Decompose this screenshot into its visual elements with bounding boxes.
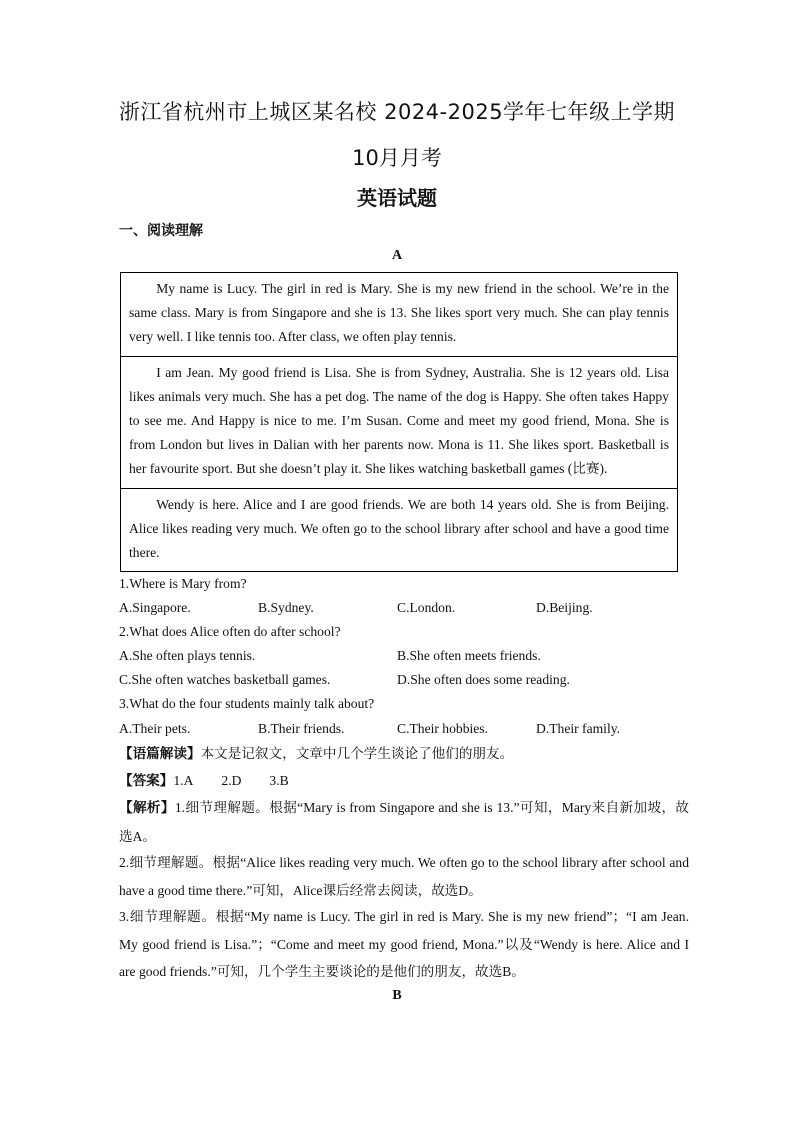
q2-option-b: B.She often meets friends. [397, 648, 541, 663]
q1-option-d: D.Beijing. [536, 600, 593, 615]
q1-option-b: B.Sydney. [258, 600, 314, 615]
q2-option-a: A.She often plays tennis. [119, 648, 256, 663]
passage-cell-3: Wendy is here. Alice and I are good friends. We are both 14 years old. She is from Beijing. Alice likes reading very much. We often go to the school library after school and have a good time there. [129, 496, 669, 561]
part-b-label: B [392, 988, 402, 1003]
part-a-label: A [391, 248, 403, 263]
passage-cell-2: I am Jean. My good friend is Lisa. She is from Sydney, Australia. She is 12 years old. Lisa likes animals very much. She has a pet dog. The name of the dog is Happy. She often takes Happy to see me. And Happy is nice to me. I’m Susan. Come and meet my good friend, Mona. She is from London but lives in Dalian with her parents now. Mona is 11. She likes sport. Basketball is her favourite sport. But she doesn’t play it. She likes watching basketball games (比赛). [121, 357, 677, 489]
question-2-stem: 2.What does Alice often do after school? [119, 624, 341, 639]
answer-item-3: 3.B [269, 773, 289, 788]
q1-option-c: C.London. [397, 600, 456, 615]
analysis-label: 【解析】 [119, 800, 175, 816]
answer-item-1: 1.A [173, 773, 194, 788]
analysis-text-2: 2.细节理解题。根据“Alice likes reading very much. We often go to the school library after school and have a good time there.”可知，Alice课后经常去阅读，故选D。 [119, 855, 689, 898]
interpretation-line [119, 740, 689, 769]
answer-item-2: 2.D [221, 773, 242, 788]
q1-option-a: A.Singapore. [119, 600, 191, 615]
analysis-item-2 [119, 849, 689, 904]
passage-table [120, 272, 678, 572]
question-3-stem: 3.What do the four students mainly talk about? [119, 696, 375, 711]
section-heading: 一、阅读理解 [119, 223, 203, 239]
answer-line [119, 767, 689, 796]
answer-label: 【答案】 [119, 773, 174, 789]
doc-title-line1: 浙江省杭州市上城区某名校 2024-2025学年七年级上学期 [118, 100, 676, 124]
analysis-item-3 [119, 903, 689, 986]
q2-option-d: D.She often does some reading. [397, 672, 570, 687]
analysis-text-1: 1.细节理解题。根据“Mary is from Singapore and she is 13.”可知，Mary来自新加坡，故选A。 [119, 800, 690, 844]
q3-option-d: D.Their family. [536, 721, 621, 736]
analysis-text-3: 3.细节理解题。根据“My name is Lucy. The girl in red is Mary. She is my new friend”；“I am Jean. My good friend is Lisa.”；“Come and meet my good friend, Mona.”以及“Wendy is here. Alice and I are good friends.”可知，几个学生主要谈论的是他们的朋友，故选B。 [119, 909, 689, 979]
doc-title-line3: 英语试题 [357, 186, 437, 210]
passage-cell-1: My name is Lucy. The girl in red is Mary. She is my new friend in the school. We’re in the same class. Mary is from Singapore and she is 13. She likes sport very much. She can play tennis very well. I like tennis too. After class, we often play tennis. [121, 273, 677, 357]
interpretation-text: 本文是记叙文，文章中几个学生谈论了他们的朋友。 [200, 746, 514, 762]
question-1-stem: 1.Where is Mary from? [119, 576, 247, 591]
analysis-item-1 [119, 794, 689, 850]
q2-option-c: C.She often watches basketball games. [119, 672, 331, 687]
interpretation-label: 【语篇解读】 [119, 746, 201, 762]
q3-option-b: B.Their friends. [258, 721, 345, 736]
q3-option-c: C.Their hobbies. [397, 721, 488, 736]
doc-title-line2: 10月月考 [352, 146, 442, 170]
q3-option-a: A.Their pets. [119, 721, 191, 736]
